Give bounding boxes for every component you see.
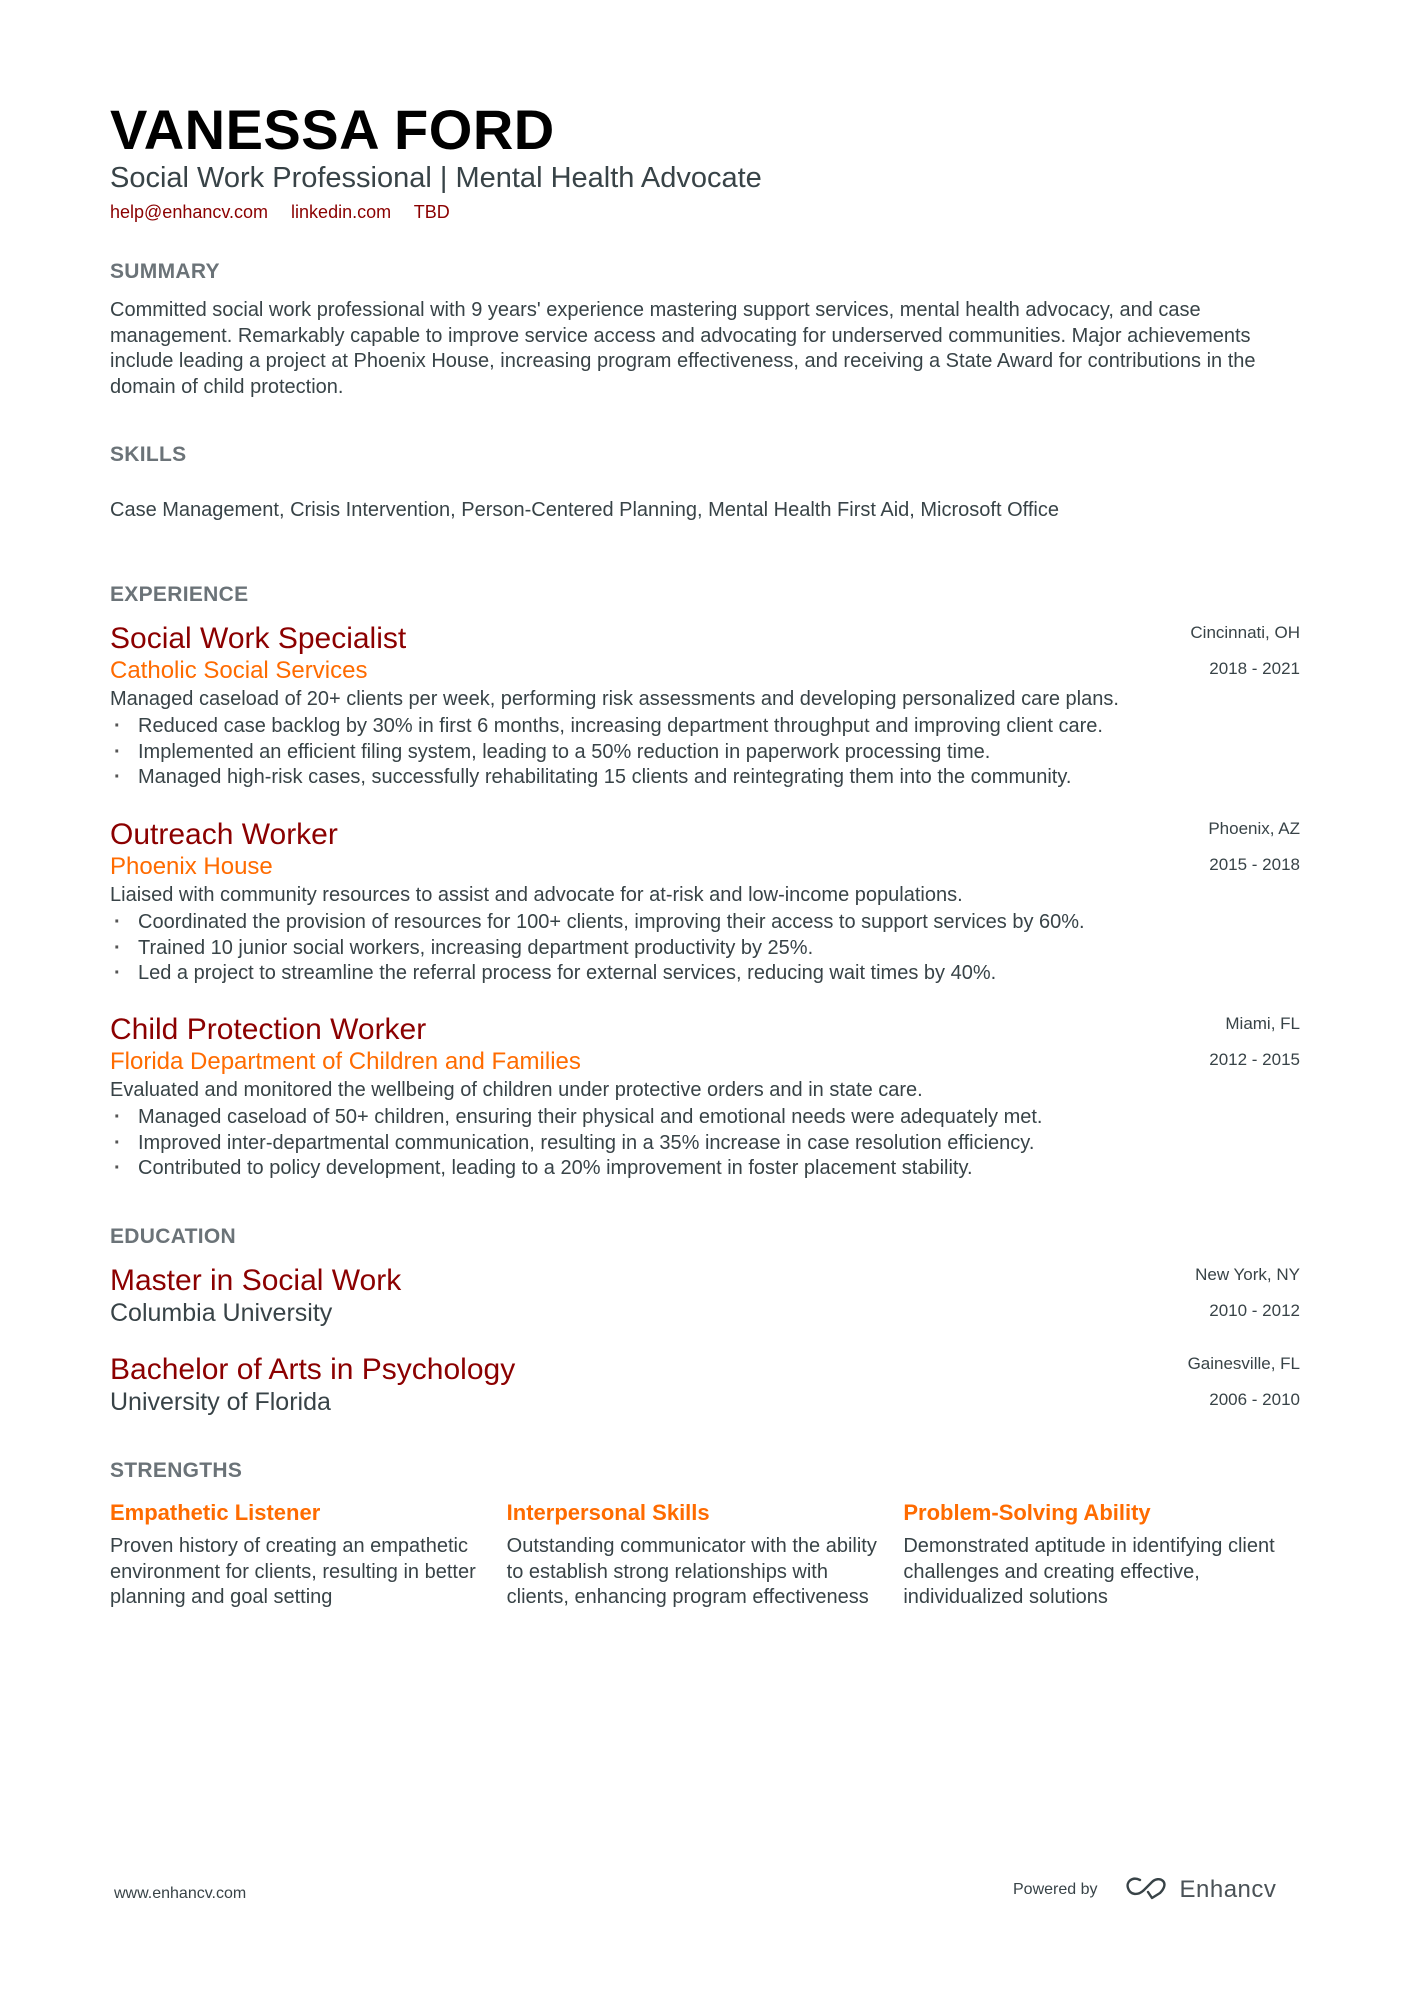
edu-dates: 2006 - 2010 [1209,1390,1300,1409]
achievement-item: · Contributed to policy development, leading to a 20% improvement in foster placement stability. [110,1156,1300,1182]
footer-branding [1013,1874,1276,1905]
summary-heading: SUMMARY [110,260,220,283]
strength-item [110,1498,507,1611]
job-description: Liaised with community resources to assist and advocate for at-risk and low-income populations. [110,884,963,906]
achievement-item: · Coordinated the provision of resources for 100+ clients, improving their access to support services by 60%. [110,910,1300,936]
strength-title: Problem-Solving Ability [903,1500,1151,1525]
job-description: Managed caseload of 20+ clients per week, performing risk assessments and developing personalized care plans. [110,688,1119,710]
job-location: Miami, FL [1225,1014,1300,1033]
edu-school: University of Florida [110,1388,331,1416]
job-dates: 2015 - 2018 [1209,855,1300,874]
strength-description: Demonstrated aptitude in identifying client challenges and creating effective, individualized solutions [903,1535,1275,1608]
edu-degree: Master in Social Work [110,1264,402,1297]
job-title: Outreach Worker [110,818,338,851]
education-heading: EDUCATION [110,1225,236,1248]
achievement-item: · Led a project to streamline the referral process for external services, reducing wait times by 40%. [110,961,1300,987]
strengths-heading: STRENGTHS [110,1459,243,1482]
education-entry [110,1353,1300,1417]
experience-heading: EXPERIENCE [110,583,249,606]
job-title: Social Work Specialist [110,622,407,655]
strength-title: Empathetic Listener [110,1500,321,1525]
skills-text: Case Management, Crisis Intervention, Person-Centered Planning, Mental Health First Aid, Microsoft Office [110,499,1059,521]
footer-website-link[interactable]: www.enhancv.com [114,1885,247,1902]
job-company: Phoenix House [110,853,273,880]
job-achievements [110,1105,1300,1182]
experience-entry [110,622,1300,791]
achievement-item: · Managed caseload of 50+ children, ensuring their physical and emotional needs were adequately met. [110,1105,1300,1131]
strength-item [507,1498,904,1611]
skills-heading: SKILLS [110,443,187,466]
job-title: Child Protection Worker [110,1013,427,1046]
enhancv-logo-icon [1124,1874,1170,1905]
achievement-item: · Trained 10 junior social workers, increasing department productivity by 25%. [110,936,1300,962]
job-description: Evaluated and monitored the wellbeing of children under protective orders and in state care. [110,1079,923,1101]
job-dates: 2018 - 2021 [1209,659,1300,678]
strength-description: Proven history of creating an empathetic environment for clients, resulting in better planning and goal setting [110,1535,476,1608]
experience-entry [110,818,1300,987]
edu-location: Gainesville, FL [1187,1354,1300,1373]
strength-item [903,1498,1300,1611]
achievement-item: · Reduced case backlog by 30% in first 6 months, increasing department throughput and improving client care. [110,714,1300,740]
brand-name: Enhancv [1179,1875,1277,1903]
achievement-item: · Implemented an efficient filing system, leading to a 50% reduction in paperwork processing time. [110,740,1300,766]
summary-text: Committed social work professional with 9 years' experience mastering support services, mental health advocacy, and case management. Remarkably capable to improve service access and advocating for underserved communities. Major achievements include leading a project at Phoenix House, increasing program effectiveness, and receiving a State Award for contributions in the domain of child protection. [110,299,1256,398]
job-dates: 2012 - 2015 [1209,1050,1300,1069]
powered-by-label: Powered by [1013,1880,1098,1898]
job-company: Florida Department of Children and Families [110,1048,581,1075]
email-link[interactable]: help@enhancv.com [110,202,269,222]
edu-degree: Bachelor of Arts in Psychology [110,1353,516,1386]
job-location: Cincinnati, OH [1190,623,1300,642]
strengths-grid [110,1498,1300,1611]
job-achievements [110,714,1300,791]
strength-description: Outstanding communicator with the ability to establish strong relationships with clients, enhancing program effectiveness [506,1535,877,1608]
candidate-tagline: Social Work Professional | Mental Health Advocate [110,162,762,194]
edu-school: Columbia University [110,1299,333,1327]
achievement-item: · Improved inter-departmental communication, resulting in a 35% increase in case resolution efficiency. [110,1131,1300,1157]
experience-entry [110,1013,1300,1182]
strength-title: Interpersonal Skills [506,1500,710,1525]
job-achievements [110,910,1300,987]
location-text: TBD [413,202,450,222]
edu-location: New York, NY [1195,1265,1300,1284]
linkedin-link[interactable]: linkedin.com [291,202,392,222]
job-location: Phoenix, AZ [1208,819,1300,838]
candidate-name: VANESSA FORD [110,98,555,161]
achievement-item: · Managed high-risk cases, successfully rehabilitating 15 clients and reintegrating them into the community. [110,765,1300,791]
job-company: Catholic Social Services [110,657,368,684]
edu-dates: 2010 - 2012 [1209,1301,1300,1320]
contact-links [110,200,468,224]
education-entry [110,1264,1300,1328]
